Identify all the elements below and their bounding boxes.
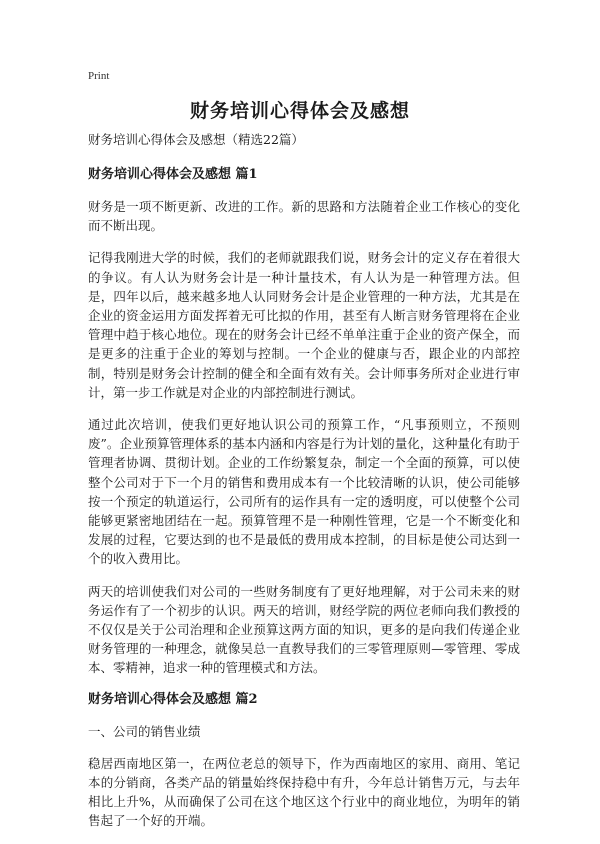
paragraph: 通过此次培训，使我们更好地认识公司的预算工作，“凡事预则立，不预则废”。企业预算管理体系的基本内涵和内容是行为计划的量化，这种量化有助于管理者协调、贯彻计划。企业的工作纷繁复杂，制定一个全面的预算，可以使整个公司对于下一个月的销售和费用成本有一个比较清晰的认识，使公司能够按一个预定的轨道运行，公司所有的运作具有一定的透明度，可以使整个公司能够更紧密地团结在一起。预算管理不是一种刚性管理，它是一个不断变化和发展的过程，它要达到的也不是最低的费用成本控制，的目标是使公司达到一个的收入费用比。 (88, 417, 520, 567)
print-link[interactable]: Print (88, 70, 110, 82)
document-subtitle: 财务培训心得体会及感想（精选22篇） (88, 132, 304, 147)
section-heading: 财务培训心得体会及感想 篇2 (88, 691, 258, 707)
paragraph: 记得我刚进大学的时候，我们的老师就跟我们说，财务会计的定义存在着很大的争议。有人认为财务会计是一种计量技术，有人认为是一种管理方法。但是，四年以后，越来越多地人认同财务会计是企业管理的一种方法，尤其是在企业的资金运用方面发挥着无可比拟的作用，甚至有人断言财务管理将在企业管理中趋于核心地位。现在的财务会计已经不单单注重于企业的资产保全，而是更多的注重于企业的筹划与控制。一个企业的健康与否，跟企业的内部控制，特别是财务会计控制的健全和全面有效有关。会计师事务所对企业进行审计，第一步工作就是对企业的内部控制进行测试。 (88, 250, 520, 400)
paragraph: 稳居西南地区第一，在两位老总的领导下，作为西南地区的家用、商用、笔记本的分销商，各类产品的销量始终保持稳中有升，今年总计销售万元，与去年相比上升%，从而确保了公司在这个地区这个行业中的商业地位，为明年的销售起了一个好的开端。 (88, 755, 520, 829)
document-title: 财务培训心得体会及感想 (189, 100, 410, 122)
paragraph: 两天的培训使我们对公司的一些财务制度有了更好地理解，对于公司未来的财务运作有了一个初步的认识。两天的培训，财经学院的两位老师向我们教授的不仅仅是关于公司治理和企业预算这两方面的知识，更多的是向我们传递企业财务管理的一种理念，就像吴总一直教导我们的三零管理原则—零管理、零成本、零精神，追求一种的管理模式和方法。 (88, 583, 520, 676)
paragraph: 财务是一项不断更新、改进的工作。新的思路和方法随着企业工作核心的变化而不断出现。 (88, 199, 520, 234)
paragraph: 一、公司的销售业绩 (88, 723, 201, 739)
section-heading: 财务培训心得体会及感想 篇1 (88, 167, 258, 182)
document-body (88, 131, 520, 844)
